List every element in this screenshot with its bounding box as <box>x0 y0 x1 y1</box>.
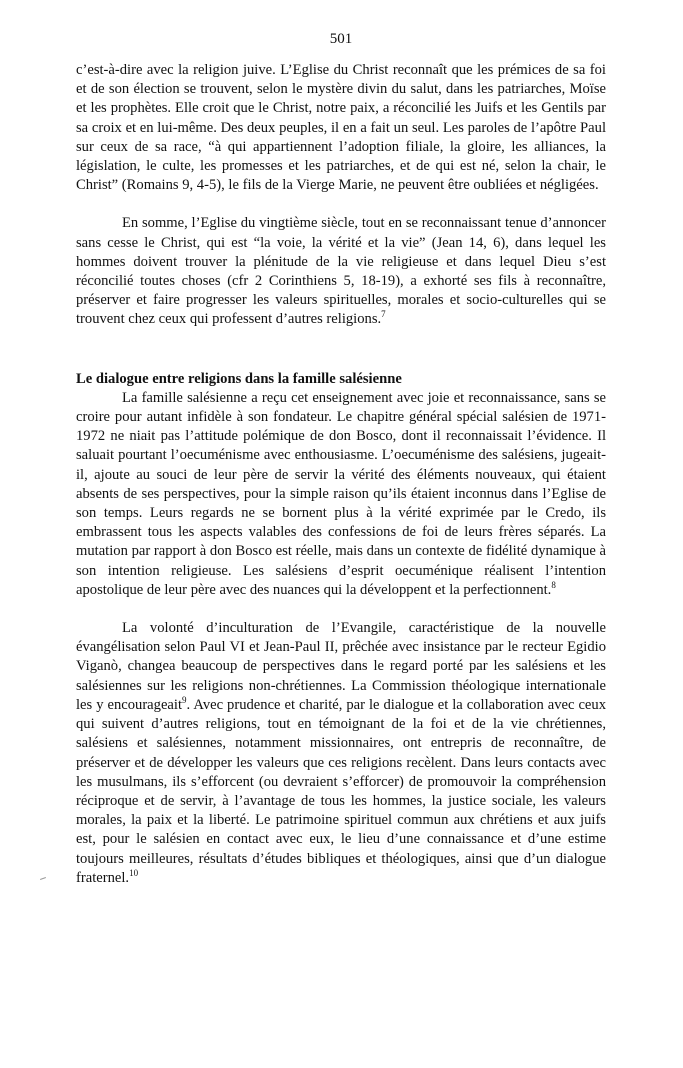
footnote-ref-7: 7 <box>381 309 386 320</box>
paragraph-3-text: La famille salésienne a reçu cet enseignement avec joie et reconnaissance, sans se croire pour autant infidèle à son fondateur. Le chapitre général spécial salésien de 1971-1972 ne niait pas l’attitude polémique de don Bosco, dont il reconnaissait l’évidence. Il saluait pourtant l’oecuménisme avec enthousiasme. L’oecuménisme des salésiens, jugeait-il, ajoute au souci de leur père de servir la vérité des éléments nouveaux, qui étaient absents de ses perspectives, pour la simple raison qu’ils étaient inconnus dans l’Eglise de son temps. Leurs regards ne se bornent plus à la vérité exprimée par le Credo, ils embrassent tous les aspects valables des confessions de foi de leurs frères séparés. La mutation par rapport à don Bosco est réelle, mais dans un contexte de fidélité dynamique à son intention religieuse. Les salésiens d’esprit oecuménique réalisent l’intention apostolique de leur père avec des nuances qui la développent et la perfectionnent. <box>76 389 606 598</box>
footnote-ref-9: 9 <box>182 695 187 706</box>
page-number: 501 <box>329 31 353 47</box>
section-heading: Le dialogue entre religions dans la famille salésienne <box>76 370 402 387</box>
footnote-ref-10: 10 <box>129 867 139 878</box>
footnote-ref-8: 8 <box>551 580 556 591</box>
paragraph-1: c’est-à-dire avec la religion juive. L’Eglise du Christ reconnaît que les prémices de sa foi et de son élection se trouvent, selon le mystère divin du salut, dans les patriarches, Moïse et les prophètes. Elle croit que le Christ, notre paix, a réconcilié les Juifs et les Gentils par sa croix et en lui-même. Des deux peuples, il en a fait un seul. Les paroles de l’apôtre Paul sur ceux de sa race, “à qui appartiennent l’adoption filiale, la gloire, les alliances, la législation, le culte, les promesses et les patriarches, et de qui est né, selon la chair, le Christ” (Romains 9, 4-5), le fils de la Vierge Marie, ne peuvent être oubliées et négligées. <box>76 62 606 194</box>
paragraph-2-text: En somme, l’Eglise du vingtième siècle, tout en se reconnaissant tenue d’annoncer sans cesse le Christ, qui est “la voie, la vérité et la vie” (Jean 14, 6), dans lequel les hommes doivent trouver la plénitude de la vie religieuse et dans lequel Dieu s’est réconcilié toutes choses (cfr 2 Corinthiens 5, 18-19), a exhorté ses fils à reconnaître, préserver et faire progresser les valeurs spirituelles, morales et socio-culturelles qui se trouvent chez ceux qui professent d’autres religions. <box>76 215 606 328</box>
paragraph-2 <box>76 214 606 329</box>
document-page <box>76 30 606 888</box>
paragraph-4 <box>76 619 606 888</box>
scan-mark <box>40 877 46 880</box>
paragraph-4-text-b: . Avec prudence et charité, par le dialogue et la collaboration avec ceux qui suivent d’autres religions, tout en témoignant de la foi et de la vie chrétiennes, salésiens et salésiennes, notamment missionnaires, ont entrepris de reconnaître, de préserver et de développer les valeurs que ces religions recèlent. Dans leurs contacts avec les musulmans, ils s’efforcent (ou devraient s’efforcer) de promouvoir la compréhension réciproque et de servir, à l’avantage de tous les hommes, la justice sociale, les valeurs morales, la paix et la liberté. Le patrimoine spirituel commun aux chrétiens et aux juifs est, pour le salésien en contact avec eux, le lieu d’une connaissance et d’une estime toujours meilleures, résultats d’études bibliques et théologiques, ainsi que d’un dialogue fraternel. <box>76 696 606 886</box>
paragraph-3 <box>76 389 606 600</box>
paragraph-4-text-a: La volonté d’inculturation de l’Evangile, caractéristique de la nouvelle évangélisation selon Paul VI et Jean-Paul II, prêchée avec insistance par le recteur Egidio Viganò, changea beaucoup de perspectives dans le regard porté par les salésiens et les salésiennes sur les religions non-chrétiennes. La Commission théologique internationale les y encourageait <box>76 620 606 713</box>
